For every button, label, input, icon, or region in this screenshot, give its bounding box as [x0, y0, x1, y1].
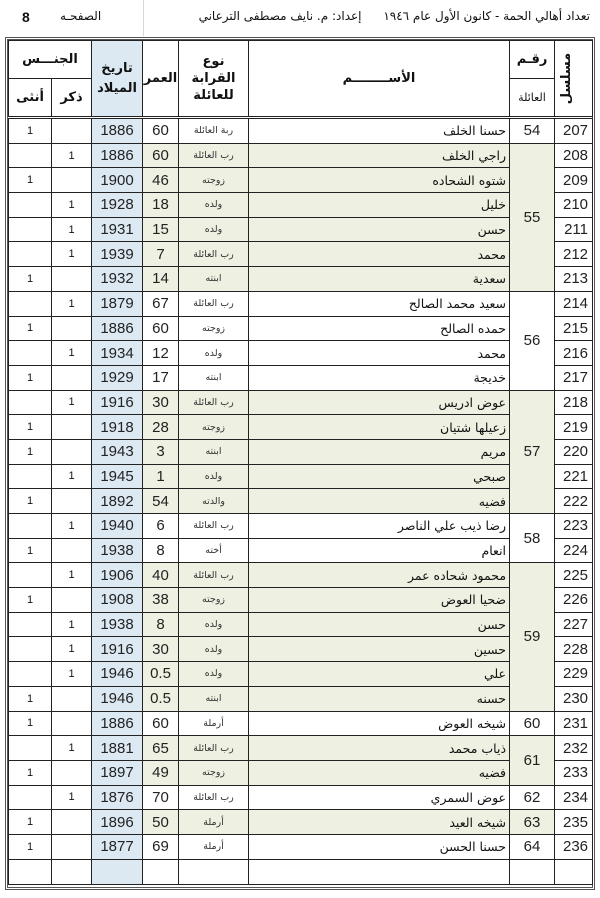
table-row: [9, 489, 593, 514]
relation-cell: زوجته: [179, 316, 249, 341]
female-cell: 1: [9, 711, 52, 736]
relation-cell: زوجته: [179, 588, 249, 613]
birth-year-cell: 1897: [92, 760, 143, 785]
birth-year-cell: 1886: [92, 143, 143, 168]
age-cell: 60: [143, 143, 179, 168]
female-cell: [9, 143, 52, 168]
table-row: [9, 514, 593, 539]
male-cell: [52, 118, 92, 144]
serial-cell: 207: [555, 118, 593, 144]
table-row: [9, 118, 593, 144]
table-row: [9, 612, 593, 637]
relation-cell: ولده: [179, 612, 249, 637]
page-label: الصفحـه: [60, 9, 102, 23]
family-number-cell: 57: [510, 390, 555, 513]
table-row: [9, 810, 593, 835]
family-number-cell: 56: [510, 291, 555, 390]
birth-year-cell: 1900: [92, 168, 143, 193]
birth-year-cell: 1938: [92, 538, 143, 563]
age-cell: 60: [143, 316, 179, 341]
table-row: [9, 439, 593, 464]
empty-cell: [179, 859, 249, 884]
female-cell: 1: [9, 810, 52, 835]
male-cell: 1: [52, 736, 92, 761]
empty-cell: [510, 859, 555, 884]
family-number-cell: 60: [510, 711, 555, 736]
age-cell: 30: [143, 637, 179, 662]
age-cell: 50: [143, 810, 179, 835]
female-cell: [9, 242, 52, 267]
birth-year-cell: 1946: [92, 686, 143, 711]
relation-cell: رب العائلة: [179, 291, 249, 316]
age-cell: 65: [143, 736, 179, 761]
birth-year-cell: 1886: [92, 711, 143, 736]
female-cell: 1: [9, 168, 52, 193]
name-cell: حسين: [249, 637, 510, 662]
name-cell: حسنا الخلف: [249, 118, 510, 144]
birth-year-cell: 1886: [92, 316, 143, 341]
relation-cell: أرملة: [179, 834, 249, 859]
family-number-cell: 61: [510, 736, 555, 785]
age-cell: 6: [143, 514, 179, 539]
relation-cell: رب العائلة: [179, 736, 249, 761]
name-cell: حسن: [249, 217, 510, 242]
age-cell: 14: [143, 267, 179, 292]
male-cell: 1: [52, 785, 92, 810]
male-cell: [52, 538, 92, 563]
male-cell: [52, 810, 92, 835]
serial-cell: 225: [555, 563, 593, 588]
age-cell: 18: [143, 193, 179, 218]
birth-year-cell: 1876: [92, 785, 143, 810]
relation-cell: رب العائلة: [179, 242, 249, 267]
female-cell: 1: [9, 538, 52, 563]
census-table-frame: [5, 37, 595, 890]
relation-cell: رب العائلة: [179, 514, 249, 539]
female-cell: [9, 785, 52, 810]
table-row: [9, 415, 593, 440]
serial-cell: 227: [555, 612, 593, 637]
relation-cell: ولده: [179, 217, 249, 242]
female-cell: 1: [9, 686, 52, 711]
male-cell: 1: [52, 291, 92, 316]
female-cell: [9, 193, 52, 218]
female-cell: 1: [9, 365, 52, 390]
name-cell: خديجة: [249, 365, 510, 390]
relation-cell: ربة العائلة: [179, 118, 249, 144]
male-cell: [52, 588, 92, 613]
age-cell: 60: [143, 711, 179, 736]
name-cell: عوض ادريس: [249, 390, 510, 415]
male-cell: 1: [52, 662, 92, 687]
female-cell: [9, 637, 52, 662]
male-cell: 1: [52, 242, 92, 267]
female-cell: 1: [9, 588, 52, 613]
family-number-cell: 62: [510, 785, 555, 810]
serial-cell: 233: [555, 760, 593, 785]
header-male: ذكر: [52, 79, 92, 118]
relation-cell: ابنته: [179, 267, 249, 292]
birth-year-cell: 1943: [92, 439, 143, 464]
table-row: [9, 785, 593, 810]
name-cell: فضيه: [249, 760, 510, 785]
table-row: [9, 291, 593, 316]
serial-cell: 213: [555, 267, 593, 292]
age-cell: 0.5: [143, 662, 179, 687]
family-number-cell: 54: [510, 118, 555, 144]
page-number-box: [0, 0, 144, 36]
relation-cell: زوجته: [179, 760, 249, 785]
birth-year-cell: 1931: [92, 217, 143, 242]
birth-year-cell: 1896: [92, 810, 143, 835]
serial-cell: 212: [555, 242, 593, 267]
male-cell: 1: [52, 217, 92, 242]
table-row: [9, 168, 593, 193]
male-cell: 1: [52, 612, 92, 637]
birth-year-cell: 1940: [92, 514, 143, 539]
male-cell: [52, 415, 92, 440]
age-cell: 40: [143, 563, 179, 588]
female-cell: 1: [9, 760, 52, 785]
female-cell: [9, 390, 52, 415]
name-cell: حسنا الحسن: [249, 834, 510, 859]
birth-year-cell: 1881: [92, 736, 143, 761]
birth-year-cell: 1892: [92, 489, 143, 514]
header-birth: تاريخ الميلاد: [92, 41, 143, 118]
relation-cell: أخته: [179, 538, 249, 563]
family-number-cell: 63: [510, 810, 555, 835]
serial-cell: 215: [555, 316, 593, 341]
census-title: تعداد أهالي الحمة - كانون الأول عام ١٩٤٦: [383, 9, 590, 23]
table-row: [9, 563, 593, 588]
serial-cell: 230: [555, 686, 593, 711]
age-cell: 8: [143, 612, 179, 637]
male-cell: [52, 834, 92, 859]
serial-cell: 208: [555, 143, 593, 168]
empty-cell: [143, 859, 179, 884]
serial-cell: 229: [555, 662, 593, 687]
name-cell: حمده الصالح: [249, 316, 510, 341]
census-table: [8, 40, 593, 885]
header-name: الأســــــــم: [249, 41, 510, 118]
female-cell: [9, 291, 52, 316]
empty-row: [9, 859, 593, 884]
serial-cell: 217: [555, 365, 593, 390]
birth-year-cell: 1934: [92, 341, 143, 366]
table-row: [9, 217, 593, 242]
female-cell: [9, 217, 52, 242]
table-row: [9, 834, 593, 859]
male-cell: 1: [52, 514, 92, 539]
male-cell: 1: [52, 637, 92, 662]
male-cell: [52, 267, 92, 292]
name-cell: عوض السمري: [249, 785, 510, 810]
female-cell: [9, 341, 52, 366]
name-cell: ضحيا العوض: [249, 588, 510, 613]
relation-cell: ولده: [179, 193, 249, 218]
age-cell: 70: [143, 785, 179, 810]
relation-cell: ولده: [179, 464, 249, 489]
female-cell: [9, 514, 52, 539]
relation-cell: ابنته: [179, 439, 249, 464]
age-cell: 8: [143, 538, 179, 563]
name-cell: انعام: [249, 538, 510, 563]
table-row: [9, 143, 593, 168]
relation-cell: والدته: [179, 489, 249, 514]
table-row: [9, 464, 593, 489]
female-cell: [9, 662, 52, 687]
table-row: [9, 193, 593, 218]
male-cell: [52, 686, 92, 711]
relation-cell: ولده: [179, 341, 249, 366]
birth-year-cell: 1886: [92, 118, 143, 144]
birth-year-cell: 1879: [92, 291, 143, 316]
empty-cell: [52, 859, 92, 884]
male-cell: 1: [52, 341, 92, 366]
empty-cell: [249, 859, 510, 884]
name-cell: رضا ذيب علي الناصر: [249, 514, 510, 539]
table-row: [9, 390, 593, 415]
name-cell: شتوه الشحاده: [249, 168, 510, 193]
relation-cell: رب العائلة: [179, 390, 249, 415]
serial-cell: 220: [555, 439, 593, 464]
age-cell: 3: [143, 439, 179, 464]
prepared-by: إعداد: م. نايف مصطفى الترعاني: [198, 9, 362, 23]
name-cell: خليل: [249, 193, 510, 218]
serial-cell: 226: [555, 588, 593, 613]
name-cell: فضيه: [249, 489, 510, 514]
female-cell: [9, 464, 52, 489]
age-cell: 60: [143, 118, 179, 144]
name-cell: شيخه العوض: [249, 711, 510, 736]
name-cell: مريم: [249, 439, 510, 464]
page-number: 8: [22, 9, 30, 25]
header-gender: الجنـــس: [9, 41, 92, 79]
table-row: [9, 341, 593, 366]
age-cell: 38: [143, 588, 179, 613]
serial-cell: 214: [555, 291, 593, 316]
age-cell: 15: [143, 217, 179, 242]
name-cell: زعيلها شتيان: [249, 415, 510, 440]
name-cell: محمود شحاده عمر: [249, 563, 510, 588]
serial-cell: 224: [555, 538, 593, 563]
table-row: [9, 316, 593, 341]
birth-year-cell: 1939: [92, 242, 143, 267]
header-family-no-top: رقـم: [510, 41, 555, 79]
male-cell: [52, 168, 92, 193]
birth-year-cell: 1906: [92, 563, 143, 588]
serial-cell: 232: [555, 736, 593, 761]
table-row: [9, 736, 593, 761]
female-cell: 1: [9, 415, 52, 440]
birth-year-cell: 1945: [92, 464, 143, 489]
serial-cell: 223: [555, 514, 593, 539]
table-row: [9, 242, 593, 267]
birth-year-cell: 1946: [92, 662, 143, 687]
relation-cell: أرملة: [179, 810, 249, 835]
female-cell: 1: [9, 489, 52, 514]
table-row: [9, 538, 593, 563]
header-female: أنثى: [9, 79, 52, 118]
birth-year-cell: 1877: [92, 834, 143, 859]
empty-cell: [9, 859, 52, 884]
name-cell: سعدية: [249, 267, 510, 292]
birth-year-cell: 1938: [92, 612, 143, 637]
serial-cell: 211: [555, 217, 593, 242]
female-cell: 1: [9, 439, 52, 464]
name-cell: محمد: [249, 341, 510, 366]
age-cell: 54: [143, 489, 179, 514]
age-cell: 69: [143, 834, 179, 859]
age-cell: 28: [143, 415, 179, 440]
name-cell: حسنه: [249, 686, 510, 711]
birth-year-cell: 1908: [92, 588, 143, 613]
page-header: [0, 0, 600, 36]
serial-cell: 210: [555, 193, 593, 218]
birth-year-cell: 1932: [92, 267, 143, 292]
birth-year-cell: 1929: [92, 365, 143, 390]
table-row: [9, 686, 593, 711]
serial-cell: 219: [555, 415, 593, 440]
name-cell: ذياب محمد: [249, 736, 510, 761]
table-row: [9, 267, 593, 292]
relation-cell: زوجته: [179, 415, 249, 440]
serial-cell: 234: [555, 785, 593, 810]
name-cell: صبحي: [249, 464, 510, 489]
age-cell: 12: [143, 341, 179, 366]
census-rows: [9, 118, 593, 885]
name-cell: محمد: [249, 242, 510, 267]
age-cell: 1: [143, 464, 179, 489]
age-cell: 7: [143, 242, 179, 267]
age-cell: 30: [143, 390, 179, 415]
female-cell: [9, 612, 52, 637]
table-row: [9, 588, 593, 613]
birth-year-cell: 1916: [92, 637, 143, 662]
female-cell: 1: [9, 118, 52, 144]
name-cell: راجي الخلف: [249, 143, 510, 168]
name-cell: علي: [249, 662, 510, 687]
family-number-cell: 59: [510, 563, 555, 711]
age-cell: 17: [143, 365, 179, 390]
serial-cell: 221: [555, 464, 593, 489]
male-cell: 1: [52, 390, 92, 415]
table-row: [9, 711, 593, 736]
female-cell: [9, 563, 52, 588]
table-row: [9, 637, 593, 662]
serial-cell: 216: [555, 341, 593, 366]
relation-cell: أرملة: [179, 711, 249, 736]
male-cell: 1: [52, 193, 92, 218]
relation-cell: رب العائلة: [179, 143, 249, 168]
female-cell: 1: [9, 267, 52, 292]
male-cell: 1: [52, 563, 92, 588]
empty-cell: [555, 859, 593, 884]
relation-cell: ولده: [179, 662, 249, 687]
age-cell: 49: [143, 760, 179, 785]
header-serial: مسلسل: [555, 41, 593, 118]
relation-cell: رب العائلة: [179, 785, 249, 810]
name-cell: شيخه العيد: [249, 810, 510, 835]
relation-cell: ولده: [179, 637, 249, 662]
table-row: [9, 365, 593, 390]
male-cell: [52, 439, 92, 464]
age-cell: 0.5: [143, 686, 179, 711]
relation-cell: رب العائلة: [179, 563, 249, 588]
name-cell: حسن: [249, 612, 510, 637]
header-age: العمر: [143, 41, 179, 118]
female-cell: [9, 736, 52, 761]
serial-cell: 231: [555, 711, 593, 736]
document-title: [199, 9, 590, 23]
family-number-cell: 58: [510, 514, 555, 563]
female-cell: 1: [9, 316, 52, 341]
male-cell: 1: [52, 464, 92, 489]
male-cell: [52, 711, 92, 736]
male-cell: [52, 365, 92, 390]
header-family-no-bottom: العائلة: [510, 79, 555, 118]
male-cell: 1: [52, 143, 92, 168]
male-cell: [52, 316, 92, 341]
serial-cell: 236: [555, 834, 593, 859]
male-cell: [52, 760, 92, 785]
relation-cell: ابنته: [179, 365, 249, 390]
family-number-cell: 64: [510, 834, 555, 859]
relation-cell: ابنته: [179, 686, 249, 711]
serial-cell: 209: [555, 168, 593, 193]
empty-cell: [92, 859, 143, 884]
header-relation: نوع القرابة للعائلة: [179, 41, 249, 118]
serial-cell: 222: [555, 489, 593, 514]
table-row: [9, 760, 593, 785]
serial-cell: 218: [555, 390, 593, 415]
birth-year-cell: 1916: [92, 390, 143, 415]
relation-cell: زوجته: [179, 168, 249, 193]
family-number-cell: 55: [510, 143, 555, 291]
serial-cell: 228: [555, 637, 593, 662]
female-cell: 1: [9, 834, 52, 859]
name-cell: سعيد محمد الصالح: [249, 291, 510, 316]
table-row: [9, 662, 593, 687]
serial-cell: 235: [555, 810, 593, 835]
age-cell: 46: [143, 168, 179, 193]
age-cell: 67: [143, 291, 179, 316]
male-cell: [52, 489, 92, 514]
birth-year-cell: 1918: [92, 415, 143, 440]
birth-year-cell: 1928: [92, 193, 143, 218]
